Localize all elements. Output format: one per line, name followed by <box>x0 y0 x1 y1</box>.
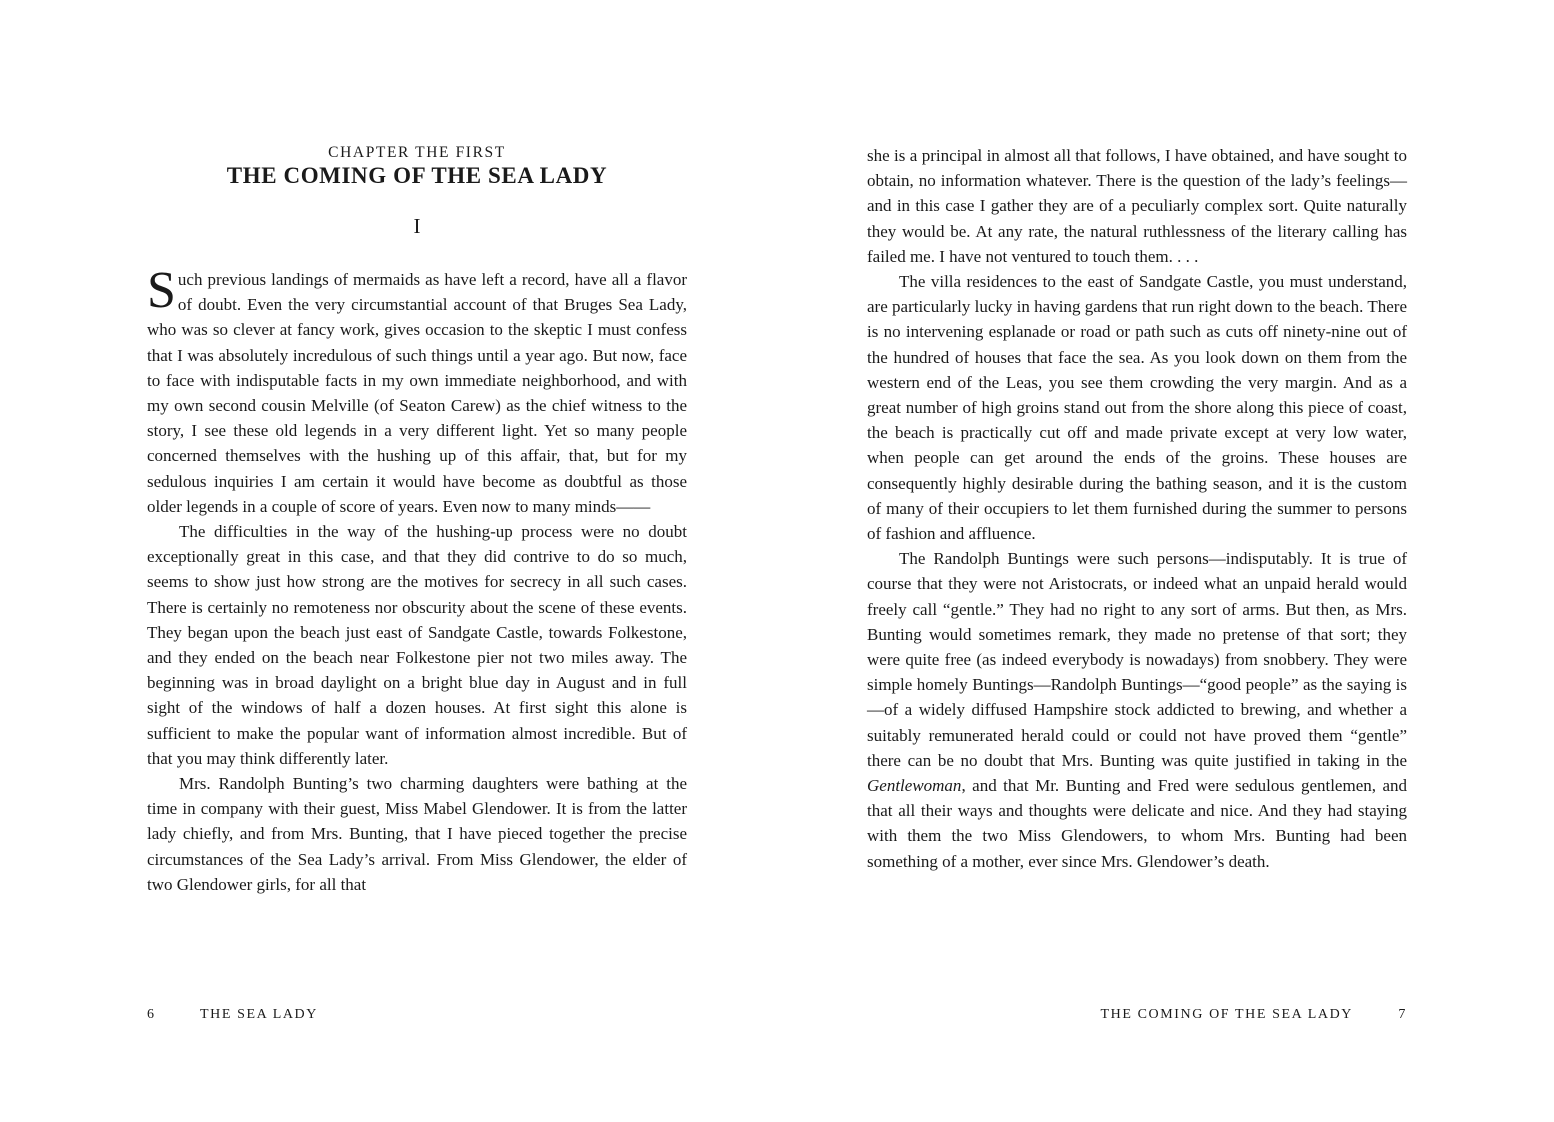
chapter-label: CHAPTER THE FIRST <box>328 144 506 161</box>
paragraph: she is a principal in almost all that follows, I have obtained, and have sought to obtain, no information whatever. There is the question of the lady’s feelings—and in this case I gather they are of a peculiarly complex sort. Quite naturally they would be. At any rate, the natural ruthlessness of the literary calling has failed me. I have not ventured to touch them. . . . <box>867 146 1407 266</box>
left-page <box>147 0 687 1122</box>
right-page <box>867 0 1407 1122</box>
section-number: I <box>413 214 421 238</box>
paragraph-text: The Randolph Buntings were such persons—indisputably. It is true of course that they were not Aristocrats, or indeed what an unpaid herald would freely call “gentle.” They had no right to any sort of arms. But then, as Mrs. Bunting would sometimes remark, they made no pretense of that sort; they were quite free (as indeed everybody is nowadays) from snobbery. They were simple homely Buntings—Randolph Buntings—“good people” as the saying is—of a widely diffused Hampshire stock addicted to brewing, and whether a suitably remunerated herald could or could not have proved them “gentle” there can be no doubt that Mrs. Bunting was quite justified in taking in the <box>867 549 1407 770</box>
paragraph: The difficulties in the way of the hushing-up process were no doubt exceptionally great in this case, and that they did contrive to do so much, seems to show just how strong are the motives for secrecy in all such cases. There is certainly no remoteness nor obscurity about the scene of these events. They began upon the beach just east of Sandgate Castle, towards Folkestone, and they ended on the beach near Folkestone pier not two miles away. The beginning was in broad daylight on a bright blue day in August and in full sight of the windows of half a dozen houses. At first sight this alone is sufficient to make the popular want of information almost incredible. But of that you may think differently later. <box>147 522 687 768</box>
italic-title: Gentlewoman <box>867 776 962 796</box>
paragraph-text: uch previous landings of mermaids as have left a record, have all a flavor of doubt. Even the very circumstantial account of that Bruges Sea Lady, who was so clever at fancy work, gives occasion to the skeptic I must confess that I was absolutely incredulous of such things until a year ago. But now, face to face with indisputable facts in my own immediate neighborhood, and with my own second cousin Melville (of Seaton Carew) as the chief witness to the story, I see these old legends in a very different light. Yet so many people concerned themselves with the hushing up of this affair, that, but for my sedulous inquiries I am certain it would have become as doubtful as those older legends in a couple of score of years. Even now to many minds—— <box>147 270 687 516</box>
paragraph: The villa residences to the east of Sandgate Castle, you must understand, are particularly lucky in having gardens that run right down to the beach. There is no intervening esplanade or road or path such as cuts off ninety-nine out of the hundred of houses that face the sea. As you look down on them from the western end of the Leas, you see them crowding the very margin. And as a great number of high groins stand out from the shore along this piece of coast, the beach is practically cut off and made private except at very low water, when people can get around the ends of the groins. These houses are consequently highly desirable during the bathing season, and it is the custom of many of their occupiers to let them furnished during the summer to persons of fashion and affluence. <box>867 272 1407 544</box>
running-head: THE SEA LADY <box>200 1007 318 1022</box>
running-head: THE COMING OF THE SEA LADY <box>1100 1007 1353 1022</box>
page-number: 6 <box>147 1007 156 1022</box>
paragraph-text: , and that Mr. Bunting and Fred were sedulous gentlemen, and that all their ways and thoughts were delicate and nice. And they had staying with them the two Miss Glendowers, to whom Mrs. Bunting had been something of a mother, ever since Mrs. Glendower’s death. <box>867 776 1407 871</box>
paragraph <box>147 262 687 519</box>
chapter-title: THE COMING OF THE SEA LADY <box>226 163 608 188</box>
drop-cap: S <box>147 262 176 319</box>
paragraph <box>867 546 1407 874</box>
page-number: 7 <box>1398 1007 1407 1022</box>
right-body-text <box>867 143 1407 874</box>
paragraph: Mrs. Randolph Bunting’s two charming daughters were bathing at the time in company with their guest, Miss Mabel Glendower. It is from the latter lady chiefly, and from Mrs. Bunting, that I have pieced together the precise circumstances of the Sea Lady’s arrival. From Miss Glendower, the elder of two Glendower girls, for all that <box>147 774 687 894</box>
left-body-text <box>147 262 687 897</box>
